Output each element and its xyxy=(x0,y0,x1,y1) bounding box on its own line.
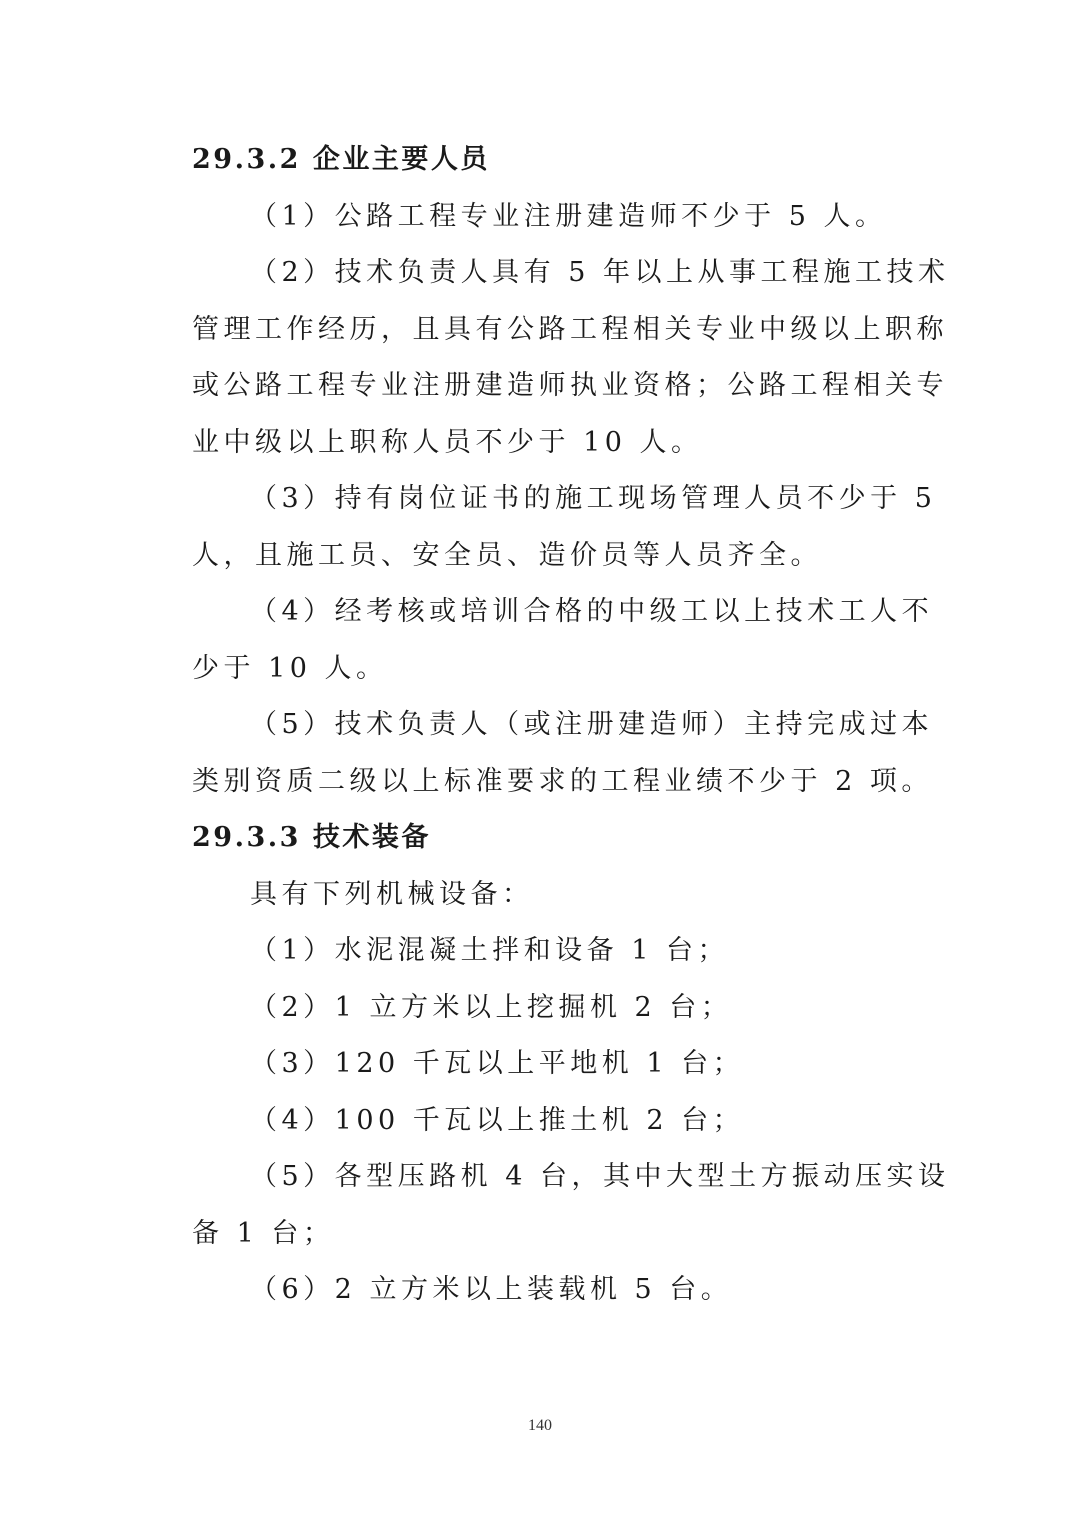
paragraph-line: 人，且施工员、安全员、造价员等人员齐全。 xyxy=(192,540,822,571)
paragraph-line: （4）经考核或培训合格的中级工以上技术工人不 xyxy=(250,596,934,627)
paragraph-line: 类别资质二级以上标准要求的工程业绩不少于 2 项。 xyxy=(192,766,933,797)
section-heading-29-3-3: 29.3.3 技术装备 xyxy=(192,822,431,853)
paragraph-line: （3）持有岗位证书的施工现场管理人员不少于 5 xyxy=(250,483,937,514)
paragraph-line: 业中级以上职称人员不少于 10 人。 xyxy=(192,427,703,458)
paragraph-line: 少于 10 人。 xyxy=(192,653,388,684)
list-item: （1）水泥混凝土拌和设备 1 台； xyxy=(250,935,730,966)
list-item: （5）各型压路机 4 台，其中大型土方振动压实设 xyxy=(250,1161,950,1192)
paragraph-line: （1）公路工程专业注册建造师不少于 5 人。 xyxy=(250,201,887,232)
list-item-continuation: 备 1 台； xyxy=(192,1218,335,1249)
paragraph-line: （5）技术负责人（或注册建造师）主持完成过本 xyxy=(250,709,934,740)
paragraph-line: 管理工作经历，且具有公路工程相关专业中级以上职称 xyxy=(192,314,948,345)
paragraph-line: （2）技术负责人具有 5 年以上从事工程施工技术 xyxy=(250,257,950,288)
list-item: （6）2 立方米以上装载机 5 台。 xyxy=(250,1274,733,1305)
section-heading-29-3-2: 29.3.2 企业主要人员 xyxy=(192,144,490,175)
page-number: 140 xyxy=(528,1417,552,1434)
list-item: （3）120 千瓦以上平地机 1 台； xyxy=(250,1048,745,1079)
paragraph-line: 或公路工程专业注册建造师执业资格；公路工程相关专 xyxy=(192,370,948,401)
list-item: （2）1 立方米以上挖掘机 2 台； xyxy=(250,992,733,1023)
list-item: （4）100 千瓦以上推土机 2 台； xyxy=(250,1105,745,1136)
paragraph-line: 具有下列机械设备： xyxy=(250,879,534,910)
